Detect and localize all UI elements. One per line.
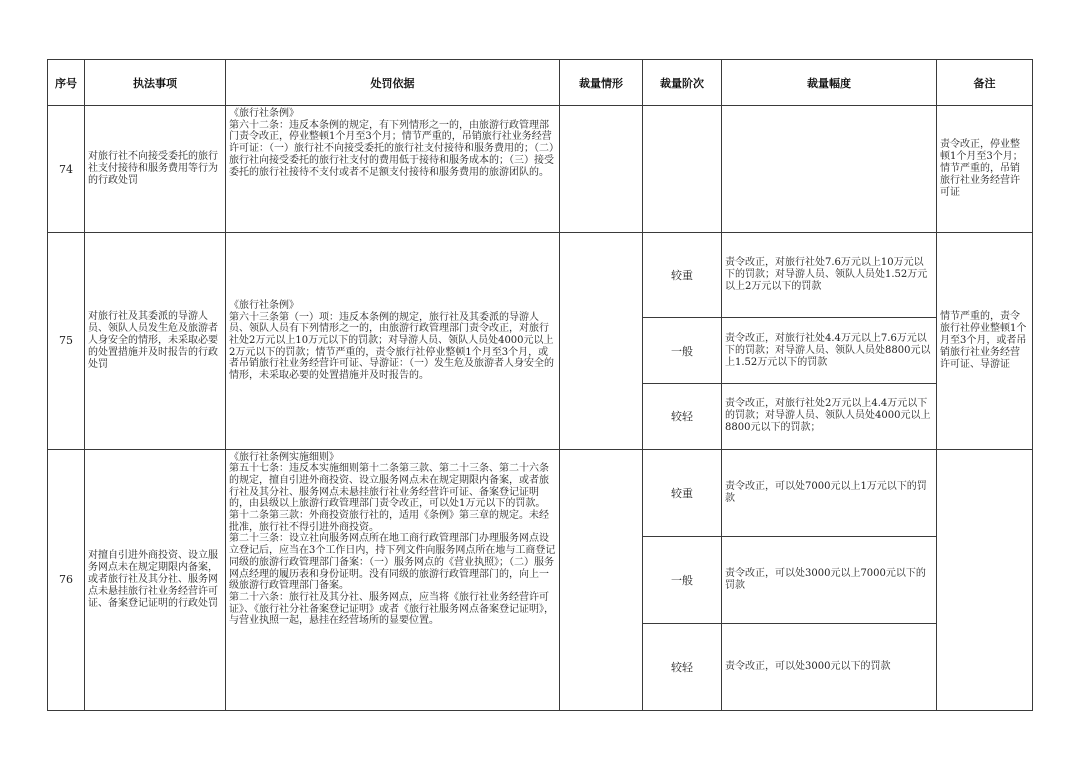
header-remark: 备注 — [937, 60, 1033, 106]
discretion-level: 较轻 — [643, 623, 722, 710]
discretion-range: 责令改正，可以处3000元以下的罚款 — [722, 623, 937, 710]
table-row — [48, 449, 1033, 536]
basis-paragraph: 第十二条第三款：外商投资旅行社的，适用《条例》第三章的规定。未经批准，旅行社不得引进外商投资。 — [229, 510, 549, 533]
header-penalty-basis: 处罚依据 — [226, 60, 560, 106]
header-discretion-level: 裁量阶次 — [643, 60, 722, 106]
discretion-range: 责令改正，对旅行社处4.4万元以上7.6万元以下的罚款；对导游人员、领队人员处8800元以上1.52万元以下的罚款 — [722, 318, 937, 384]
discretion-situation — [560, 106, 643, 233]
row-number: 75 — [48, 233, 85, 449]
penalty-basis — [226, 449, 560, 710]
table-row — [48, 106, 1033, 233]
enforcement-item: 对旅行社不向接受委托的旅行社支付接待和服务费用等行为的行政处罚 — [85, 106, 226, 233]
header-discretion-range: 裁量幅度 — [722, 60, 937, 106]
discretion-level — [643, 106, 722, 233]
enforcement-item: 对旅行社及其委派的导游人员、领队人员发生危及旅游者人身安全的情形，未采取必要的处置措施并及时报告的行政处罚 — [85, 233, 226, 449]
table-row — [48, 233, 1033, 318]
discretion-range: 责令改正，可以处7000元以上1万元以下的罚款 — [722, 449, 937, 536]
discretion-level: 较重 — [643, 449, 722, 536]
basis-paragraph: 第二十六条：旅行社及其分社、服务网点，应当将《旅行社业务经营许可证》、《旅行社分社备案登记证明》或者《旅行社服务网点备案登记证明》，与营业执照一起，悬挂在经营场所的显要位置。 — [229, 591, 554, 627]
basis-paragraph: 第五十七条：违反本实施细则第十二条第三款、第二十三条、第二十六条的规定，擅自引进外商投资、设立服务网点未在规定期限内备案，或者旅行社及其分社、服务网点未悬挂旅行社业务经营许可证、备案登记证明的，由县级以上旅游行政管理部门责令改正，可以处1万元以下的罚款。 — [229, 463, 549, 510]
discretion-level: 一般 — [643, 536, 722, 623]
discretion-range — [722, 106, 937, 233]
discretion-range: 责令改正，对旅行社处7.6万元以上10万元以下的罚款；对导游人员、领队人员处1.52万元以上2万元以下的罚款 — [722, 233, 937, 318]
basis-paragraph: 第六十三条第（一）项：违反本条例的规定，旅行社及其委派的导游人员、领队人员有下列情形之一的，由旅游行政管理部门责令改正，对旅行社处2万元以上10万元以下的罚款；对导游人员、领队人员处4000元以上2万元以下的罚款；情节严重的，责令旅行社停业整顿1个月至3个月，或者吊销旅行社业务经营许可证、导游证：（一）发生危及旅游者人身安全的情形，未采取必要的处置措施并及时报告的。 — [229, 311, 554, 382]
header-serial-number: 序号 — [48, 60, 85, 106]
remark — [937, 449, 1033, 710]
penalty-basis — [226, 106, 560, 233]
basis-paragraph: 第六十二条：违反本条例的规定，有下列情形之一的，由旅游行政管理部门责令改正，停业整顿1个月至3个月；情节严重的，吊销旅行社业务经营许可证：（一）旅行社不向接受委托的旅行社支付接待和服务费用的；（二）旅行社向接受委托的旅行社支付的费用低于接待和服务成本的；（三）接受委托的旅行社接待不支付或者不足额支付接待和服务费用的旅游团队的。 — [229, 119, 554, 178]
discretion-range: 责令改正，可以处3000元以上7000元以下的罚款 — [722, 536, 937, 623]
discretion-level: 一般 — [643, 318, 722, 384]
discretion-situation — [560, 233, 643, 449]
basis-paragraph: 《旅行社条例实施细则》 — [229, 451, 339, 463]
discretion-range: 责令改正，对旅行社处2万元以上4.4万元以下的罚款；对导游人员、领队人员处4000元以上8800元以下的罚款； — [722, 384, 937, 449]
discretion-level: 较轻 — [643, 384, 722, 449]
remark: 情节严重的，责令旅行社停业整顿1个月至3个月，或者吊销旅行社业务经营许可证、导游证 — [937, 233, 1033, 449]
penalty-basis — [226, 233, 560, 449]
row-number: 76 — [48, 449, 85, 710]
basis-paragraph: 第二十三条：设立社向服务网点所在地工商行政管理部门办理服务网点设立登记后，应当在3个工作日内，持下列文件向服务网点所在地与工商登记同级的旅游行政管理部门备案：（一）服务网点的《营业执照》；（二）服务网点经理的履历表和身份证明。没有同级的旅游行政管理部门的，向上一级旅游行政管理部门备案。 — [229, 533, 556, 592]
row-number: 74 — [48, 106, 85, 233]
basis-paragraph: 《旅行社条例》 — [229, 108, 299, 119]
enforcement-item: 对擅自引进外商投资、设立服务网点未在规定期限内备案，或者旅行社及其分社、服务网点未悬挂旅行社业务经营许可证、备案登记证明的行政处罚 — [85, 449, 226, 710]
basis-paragraph: 《旅行社条例》 — [229, 299, 299, 311]
penalty-discretion-table — [47, 59, 1033, 711]
discretion-situation — [560, 449, 643, 710]
header-discretion-situation: 裁量情形 — [560, 60, 643, 106]
discretion-level: 较重 — [643, 233, 722, 318]
header-enforcement-item: 执法事项 — [85, 60, 226, 106]
table-header-row — [48, 60, 1033, 106]
remark: 责令改正，停业整顿1个月至3个月；情节严重的，吊销旅行社业务经营许可证 — [937, 106, 1033, 233]
